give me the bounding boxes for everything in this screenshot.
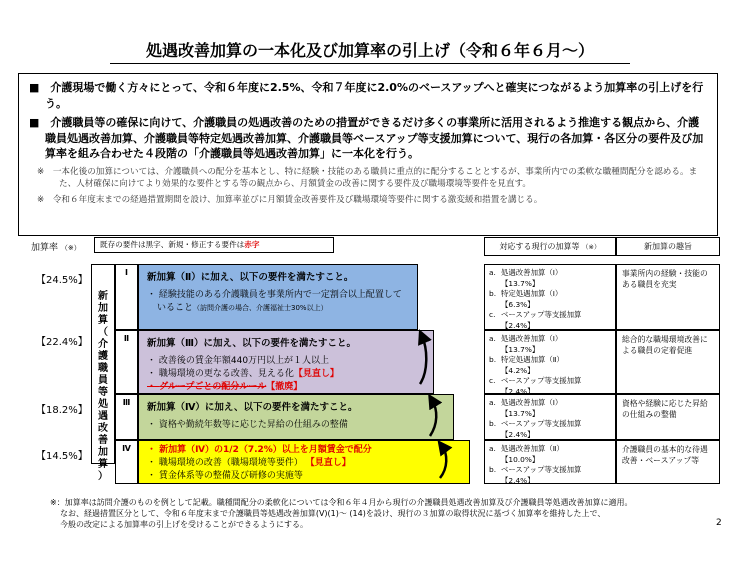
item-text: 賃金体系等の整備及び研修の実施等 xyxy=(158,471,303,481)
item-text: 職場環境の更なる改善、見える化 xyxy=(158,369,294,379)
row-text: 処遇改善加算（Ⅰ） xyxy=(501,268,563,277)
row-text: 処遇改善加算（Ⅰ） xyxy=(501,334,563,343)
note-text: 一本化後の加算については、介護職員への配分を基本とし、特に経験・技能のある職員に重点的に配分することとするが、事業所内での柔軟な職種間配分を認める。また、人材確保に向けてより効果的な要件とする等の観点から、月額賃金の改善に関する要件及び職場環境等要件を見直す。 xyxy=(52,166,698,189)
level-2-item-1: ・ 改善後の賃金年額440万円以上が１人以上 xyxy=(147,356,330,366)
rate-tier-4: 【14.5%】 xyxy=(36,451,88,462)
purpose-tier-3: 資格や経験に応じた昇給の仕組みの整備 xyxy=(616,394,720,440)
vertical-char: 善 xyxy=(98,435,108,446)
row-text: 処遇改善加算（Ⅱ） xyxy=(501,444,564,453)
row-mark: a. xyxy=(489,398,496,407)
row-text: 【10.0%】 xyxy=(501,454,540,464)
row-text: 【2.4%】 xyxy=(501,475,535,485)
purpose-tier-1: 事業所内の経験・技能のある職員を充実 xyxy=(616,264,720,330)
vertical-char: （ xyxy=(98,327,108,338)
rate-tier-3: 【18.2%】 xyxy=(36,405,88,416)
header-current-text: 対応する現行の加算等 xyxy=(499,242,580,251)
item-red-text: 新加算（Ⅳ）の1/2（7.2%）以上を月額賃金で配分 xyxy=(159,445,372,455)
level-4-item-2: ・ 職場環境の改善（職場環境等要件） 【見直し】 xyxy=(147,458,351,468)
bullet-mark: ■ xyxy=(29,81,40,94)
level-2-heading: 新加算（Ⅲ）に加え、以下の要件を満たすこと。 xyxy=(147,338,357,349)
footnote-line: ※：加算率は訪問介護のものを例として記載。職種間配分の柔軟化については令和６年４月から現行の介護職員処遇改善加算及び介護職員等処遇改善加算に適用。 xyxy=(50,498,633,507)
vertical-char: 遇 xyxy=(98,411,108,422)
item-note: （訪問介護の場合、介護福祉士30%以上） xyxy=(193,304,328,312)
page-number: 2 xyxy=(716,518,722,528)
vertical-char: 等 xyxy=(98,387,108,398)
row-text: 【13.7%】 xyxy=(501,344,540,354)
footnote-line: 今般の改定による加算率の引上げを受けることができるようにする。 xyxy=(60,520,308,529)
row-mark: a. xyxy=(489,268,496,277)
vertical-char: 算 xyxy=(98,315,108,326)
rate-label-note: （※） xyxy=(60,244,81,252)
row-text: 【2.4%】 xyxy=(501,429,535,439)
vertical-char: ） xyxy=(98,471,108,482)
item-text: 改善後の賃金年額440万円以上が１人以上 xyxy=(158,356,330,366)
tier-numeral-3: Ⅲ xyxy=(115,394,138,440)
row-mark: b. xyxy=(489,289,497,299)
legend-red-text: 赤字 xyxy=(244,240,260,249)
vertical-char: 護 xyxy=(98,351,108,362)
row-text: 処遇改善加算（Ⅰ） xyxy=(501,398,563,407)
item-text: 資格や勤続年数等に応じた昇給の仕組みの整備 xyxy=(158,420,348,430)
rate-tier-2: 【22.4%】 xyxy=(36,337,88,348)
level-4-item-3: ・ 賃金体系等の整備及び研修の実施等 xyxy=(147,471,303,481)
row-mark: c. xyxy=(489,376,496,386)
tier-numeral-4: Ⅳ xyxy=(115,440,138,484)
note-mark: ※ xyxy=(37,194,45,205)
item-red-tag: 【撤廃】 xyxy=(266,382,303,392)
row-text: ベースアップ等支援加算 xyxy=(501,310,582,320)
rate-label-text: 加算率 xyxy=(31,243,59,253)
purpose-tier-2: 総合的な職場環境改善による職員の定着促進 xyxy=(616,330,720,394)
item-text: 職場環境の改善（職場環境等要件） xyxy=(158,458,303,468)
arrow-up-icon xyxy=(440,446,446,478)
level-1-item: ・ 経験技能のある介護職員を事業所内で一定割合以上配置していること（訪問介護の場合、介護福祉士30%以上） xyxy=(147,290,402,313)
row-text: 特定処遇加算（Ⅰ） xyxy=(501,289,563,299)
tier-numeral-1: Ⅰ xyxy=(115,264,138,330)
vertical-char: 加 xyxy=(98,303,108,314)
purpose-tier-4: 介護職員の基本的な待遇改善・ベースアップ等 xyxy=(616,440,720,484)
vertical-char: 新 xyxy=(98,291,108,302)
arrow-up-icon xyxy=(430,400,436,436)
row-mark: a. xyxy=(489,334,496,343)
bullet-text: 介護職員等の確保に向けて、介護職員の処遇改善のための措置ができるだけ多くの事業所に活用されるよう推進する観点から、介護職員処遇改善加算、介護職員等特定処遇改善加算、介護職員等ベースアップ等支援加算について、現行の各加算・各区分の要件及び加算率を組み合わせた４段階の「介護職員等処遇改善加算」に一本化を行う。 xyxy=(45,116,704,160)
vertical-char: 処 xyxy=(98,399,108,410)
row-text: 【13.7%】 xyxy=(501,278,540,288)
item-red-tag: 【見直し】 xyxy=(305,458,351,468)
vertical-char: 算 xyxy=(98,459,108,470)
row-text: 【4.2%】 xyxy=(501,365,535,375)
level-2-item-3: ・ グループごとの配分ルール【撤廃】 xyxy=(147,382,303,392)
header-new-purpose: 新加算の趣旨 xyxy=(616,237,720,256)
vertical-char: 員 xyxy=(98,375,108,386)
row-mark: b. xyxy=(489,355,497,365)
legend-text: 既存の要件は黒字、新規・修正する要件は xyxy=(100,240,245,249)
rate-tier-1: 【24.5%】 xyxy=(36,275,88,286)
item-text: 経験技能のある介護職員を事業所内で一定割合以上配置していること xyxy=(157,290,402,313)
footnote-line: なお、経過措置区分として、令和６年度末まで介護職員等処遇改善加算(Ⅴ)(1)〜 (14)を設け、現行の３加算の取得状況に基づく加算率を維持した上で、 xyxy=(60,509,606,518)
row-mark: b. xyxy=(489,465,497,475)
vertical-char: 職 xyxy=(98,363,108,374)
footnote xyxy=(50,497,720,530)
row-text: ベースアップ等支援加算 xyxy=(501,419,582,429)
row-text: ベースアップ等支援加算 xyxy=(501,376,582,386)
row-mark: b. xyxy=(489,419,497,429)
row-text: 【13.7%】 xyxy=(501,408,540,418)
header-current-note: （※） xyxy=(582,243,601,251)
row-mark: a. xyxy=(489,444,496,453)
vertical-char: 改 xyxy=(98,423,108,434)
arrow-up-icon xyxy=(420,336,426,384)
level-4-item-1: ・ 新加算（Ⅳ）の1/2（7.2%）以上を月額賃金で配分 xyxy=(147,445,372,455)
row-text: 【6.3%】 xyxy=(501,299,535,309)
level-2-item-2: ・ 職場環境の更なる改善、見える化【見直し】 xyxy=(147,369,339,379)
row-mark: c. xyxy=(489,310,496,320)
level-3-heading: 新加算（Ⅳ）に加え、以下の要件を満たすこと。 xyxy=(147,402,358,413)
row-text: ベースアップ等支援加算 xyxy=(501,465,582,475)
note-mark: ※ xyxy=(37,166,45,177)
vertical-char: 介 xyxy=(98,339,108,350)
row-text: 特定処遇加算（Ⅱ） xyxy=(501,355,564,365)
row-text: 【2.4%】 xyxy=(501,320,535,330)
item-struck-text: グループごとの配分ルール xyxy=(159,382,267,392)
level-1-heading: 新加算（Ⅱ）に加え、以下の要件を満たすこと。 xyxy=(147,272,354,283)
row-text: 【2.4%】 xyxy=(501,386,535,396)
item-red-tag: 【見直し】 xyxy=(293,369,339,379)
page-title: 処遇改善加算の一本化及び加算率の引上げ（令和６年６月〜） xyxy=(145,41,594,60)
level-3-item-1: ・ 資格や勤続年数等に応じた昇給の仕組みの整備 xyxy=(147,420,348,430)
bullet-text: 介護現場で働く方々にとって、令和６年度に2.5%、令和７年度に2.0%のベースアップへと確実につながるよう加算率の引上げを行う。 xyxy=(45,81,704,110)
vertical-char: 加 xyxy=(98,447,108,458)
note-text: 令和６年度末までの経過措置期間を設け、加算率並びに月額賃金改善要件及び職場環境等要件に関する激変緩和措置を講じる。 xyxy=(52,194,543,205)
bullet-mark: ■ xyxy=(29,116,40,129)
tier-numeral-2: Ⅱ xyxy=(115,330,138,394)
